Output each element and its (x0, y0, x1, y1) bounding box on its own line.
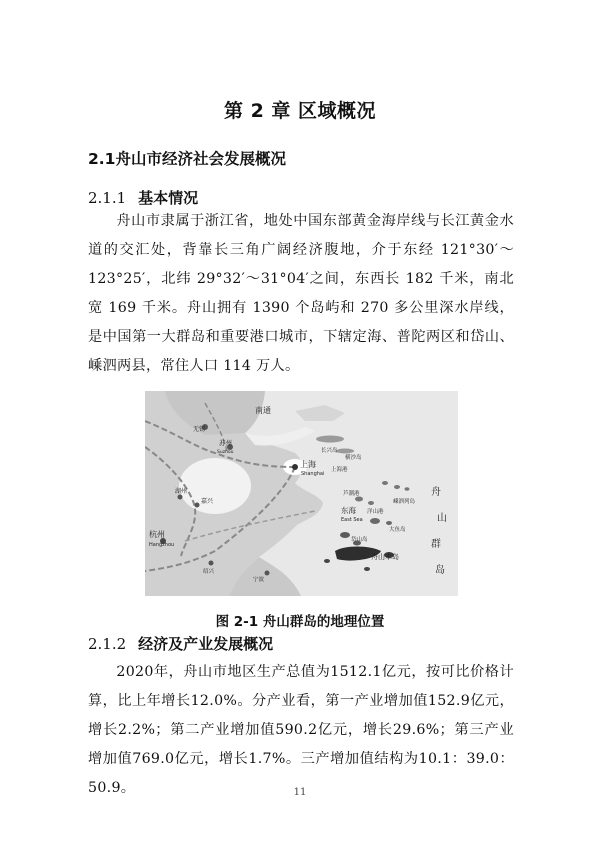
map-label-huzhou: 湖州 (175, 488, 188, 495)
map-label-shanghai-en: Shanghai (301, 471, 325, 477)
chapter-title: 第 2 章 区域概况 (223, 100, 377, 122)
map-label-vertical-1: 舟 (431, 487, 441, 498)
map-label-hangzhou: 杭州 (149, 530, 165, 539)
map-label-daishan: 岱山岛 (351, 537, 368, 543)
map-label-vertical-4: 岛 (435, 565, 445, 576)
map-label-vertical-2: 山 (437, 513, 447, 524)
map-label-dayu: 大鱼岛 (389, 527, 406, 533)
subsection-number: 2.1.1 (88, 189, 127, 207)
map-label-shaoxing: 绍兴 (203, 569, 215, 575)
map-label-vertical-3: 群 (431, 539, 441, 550)
subsection-title: 基本情况 (138, 189, 199, 207)
subsection-number: 2.1.2 (88, 635, 127, 653)
map-label-zhoushan-island: 舟山本岛 (371, 553, 399, 561)
map-label-wuxi: 无锡 (193, 426, 206, 433)
map-label-luchaogang: 芦潮港 (343, 491, 360, 497)
map-label-suzhou: 苏州 (219, 439, 232, 447)
map-label-suzhou-en: Suzhou (217, 450, 234, 455)
map-label-east-sea: East Sea (341, 517, 363, 523)
map-label-yangshan: 洋山港 (367, 509, 384, 515)
paragraph-basic-info: 舟山市隶属于浙江省，地处中国东部黄金海岸线与长江黄金水道的交汇处，背靠长三角广阔经济腹地，介于东经 121°30′～123°25′，北纬 29°32′～31°04′之间，东西长 182 千米，南北宽 169 千米。舟山拥有 1390 个岛屿和 270 多公里深水岸线，是中国第一大群岛和重要港口城市，下辖定海、普陀两区和岱山、嵊泗两县，常住人口 114 万人。 (88, 213, 514, 374)
map-label-nantong: 南通 (255, 406, 271, 415)
map-label-hangzhou-en: Hangzhou (149, 542, 175, 548)
map-figure (145, 391, 458, 596)
map-label-changxing: 长兴岛 (321, 448, 338, 454)
map-label-shengsi: 嵊泗列岛 (393, 499, 416, 505)
map-label-shanghai: 上海 (300, 460, 316, 469)
zhoushan-location-map (145, 391, 458, 596)
map-label-shanghai-port: 上海港 (331, 467, 348, 473)
map-label-ningbo: 宁波 (253, 577, 265, 583)
subsection-title: 经济及产业发展概况 (138, 635, 274, 653)
page-number: 11 (293, 787, 307, 798)
paragraph-economy: 2020年，舟山市地区生产总值为1512.1亿元，按可比价格计算，比上年增长12.0%。分产业看，第一产业增加值152.9亿元，增长2.2%；第二产业增加值590.2亿元，增长29.6%；第三产业增加值769.0亿元，增长1.7%。三产增加值结构为10.1：39.0：50.9。 (88, 664, 514, 796)
figure-caption: 图 2-1 舟山群岛的地理位置 (215, 614, 385, 630)
subsection-heading-economy (88, 633, 273, 654)
map-label-jiaxing: 嘉兴 (201, 498, 214, 505)
section-heading: 2.1舟山市经济社会发展概况 (88, 150, 286, 168)
map-label-hengsha: 横沙岛 (345, 455, 362, 461)
subsection-heading-basic (88, 187, 198, 208)
map-label-donghai: 东海 (341, 506, 356, 515)
